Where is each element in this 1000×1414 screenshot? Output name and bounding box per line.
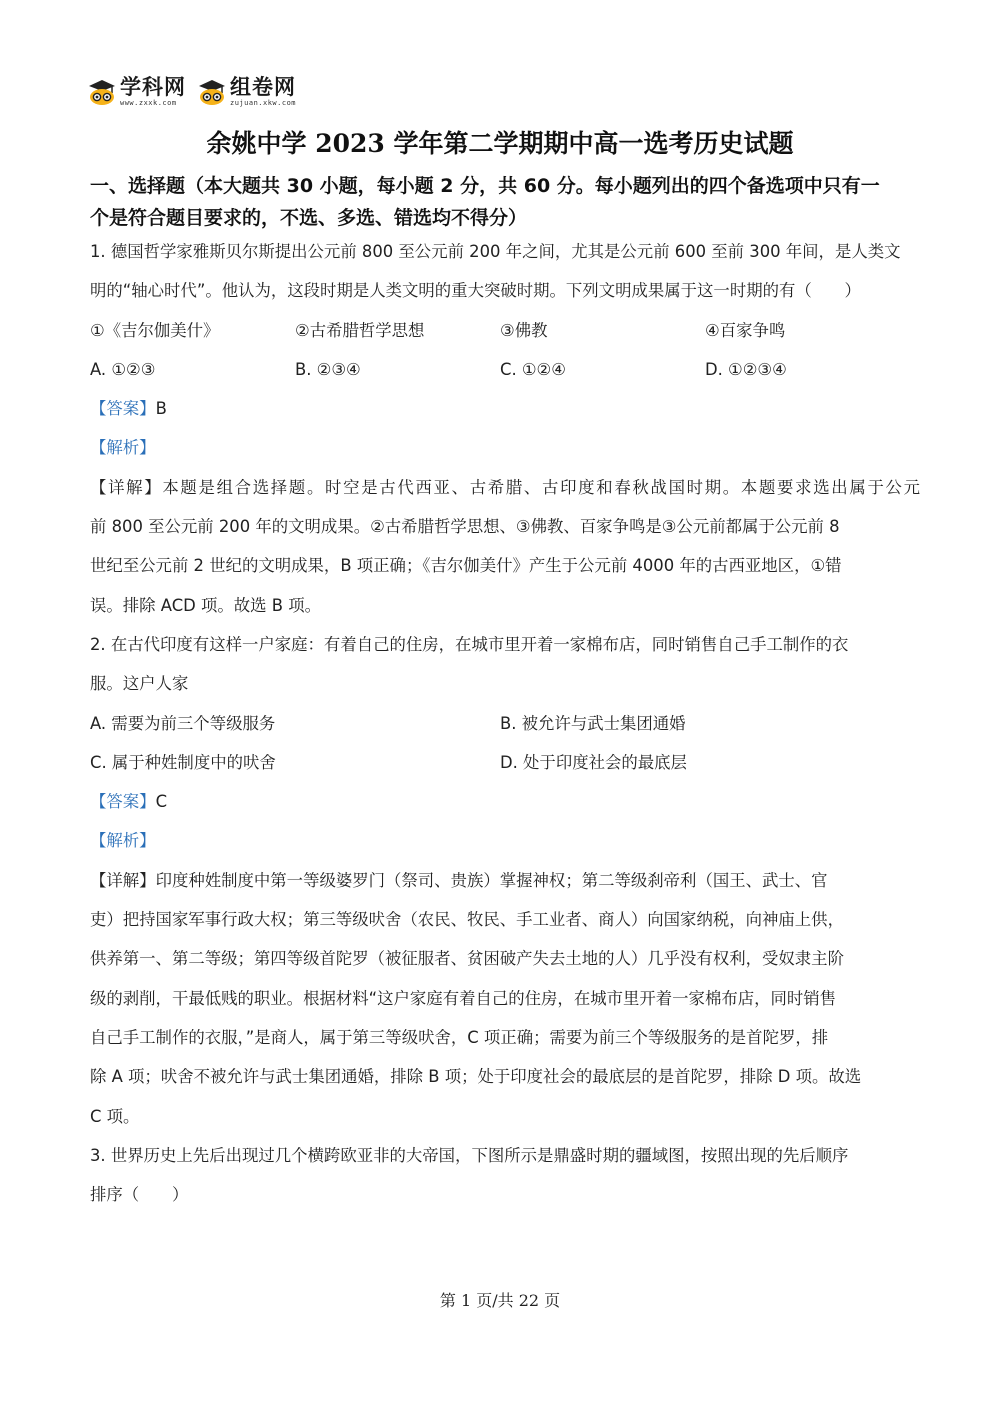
question-2-stem: 服。这户人家: [90, 674, 189, 694]
question-1-options: [90, 350, 920, 389]
detail-line: 级的剥削，干最低贱的职业。根据材料“这户家庭有着自己的住房，在城市里开着一家棉布店，同时销售: [90, 988, 837, 1008]
answer-value: B: [155, 399, 167, 419]
question-2-stem: 2. 在古代印度有这样一户家庭：有着自己的住房，在城市里开着一家棉布店，同时销售自己手工制作的衣: [90, 634, 849, 654]
section-heading: [90, 170, 920, 234]
logo-name: 学科网: [120, 75, 186, 99]
list-item: ②古希腊哲学思想: [295, 320, 425, 340]
analysis-tag: 【解析】: [90, 438, 156, 458]
analysis-tag: 【解析】: [90, 831, 156, 851]
option-c: C. ①②④: [500, 359, 566, 379]
detail-line: 自己手工制作的衣服，”是商人，属于第三等级吠舍，C 项正确；需要为前三个等级服务的是首陀罗，排: [90, 1027, 829, 1047]
section-heading-line: 个是符合题目要求的，不选、多选、错选均不得分）: [90, 207, 528, 229]
detail-line: [90, 468, 920, 507]
detail-line: 前 800 至公元前 200 年的文明成果。②古希腊哲学思想、③佛教、百家争鸣是③公元前都属于公元前 8: [90, 517, 840, 537]
detail-line: [90, 861, 920, 900]
question-2-options: [90, 743, 920, 782]
detail-line: 供养第一、第二等级；第四等级首陀罗（被征服者、贫困破产失去土地的人）几乎没有权利，受奴隶主阶: [90, 949, 844, 969]
option-d: D. ①②③④: [705, 359, 787, 379]
page-number: 第 1 页/共 22 页: [439, 1291, 561, 1310]
detail-line: 吏）把持国家军事行政大权；第三等级吠舍（农民、牧民、手工业者、商人）向国家纳税，向神庙上供，: [90, 910, 844, 930]
question-2-options: [90, 704, 920, 743]
logo-url: www.zxxk.com: [120, 99, 177, 107]
option-c: C. 属于种姓制度中的吠舍: [90, 752, 276, 772]
xuekewang-logo: [88, 77, 186, 107]
answer-tag: 【答案】: [90, 399, 156, 419]
logo-name: 组卷网: [230, 75, 296, 99]
header-logos: [88, 72, 296, 112]
question-1-items: [90, 311, 920, 350]
question-3-stem: 排序（ ）: [90, 1185, 189, 1205]
answer-tag: 【答案】: [90, 792, 156, 812]
answer-line: [90, 782, 920, 821]
logo-url: zujuan.xkw.com: [230, 99, 297, 107]
list-item: ①《吉尔伽美什》: [90, 320, 220, 340]
zujuanwang-logo: [198, 77, 296, 107]
question-1-stem: 1. 德国哲学家雅斯贝尔斯提出公元前 800 至公元前 200 年之间，尤其是公元前 600 至前 300 年间，是人类文: [90, 242, 901, 261]
option-a: A. 需要为前三个等级服务: [90, 713, 276, 733]
option-d: D. 处于印度社会的最底层: [500, 752, 687, 772]
option-a: A. ①②③: [90, 359, 156, 379]
page-title: 余姚中学 2023 学年第二学期期中高一选考历史试题: [206, 129, 794, 158]
detail-line: 除 A 项；吠舍不被允许与武士集团通婚，排除 B 项；处于印度社会的最底层的是首陀罗，排除 D 项。故选: [90, 1067, 862, 1087]
detail-text: 本题是组合选择题。时空是古代西亚、古希腊、古印度和春秋战国时期。本题要求选出属于公元: [162, 477, 921, 497]
analysis-line: [90, 821, 920, 860]
detail-line: 误。排除 ACD 项。故选 B 项。: [90, 595, 321, 615]
owl-mascot-icon: [198, 78, 226, 106]
owl-mascot-icon: [88, 78, 116, 106]
detail-tag: 【详解】: [90, 477, 163, 497]
question-1-stem: 明的“轴心时代”。他认为，这段时期是人类文明的重大突破时期。下列文明成果属于这一时期的有（ ）: [90, 281, 861, 301]
option-b: B. 被允许与武士集团通婚: [500, 713, 686, 733]
detail-line: 世纪至公元前 2 世纪的文明成果，B 项正确；《吉尔伽美什》产生于公元前 4000 年的古西亚地区，①错: [90, 556, 842, 576]
list-item: ④百家争鸣: [705, 320, 786, 340]
question-3-stem: 3. 世界历史上先后出现过几个横跨欧亚非的大帝国，下图所示是鼎盛时期的疆域图，按照出现的先后顺序: [90, 1145, 849, 1165]
detail-line: C 项。: [90, 1106, 140, 1126]
answer-value: C: [155, 792, 168, 812]
detail-tag: 【详解】: [90, 870, 156, 890]
question-content: [90, 232, 920, 1214]
analysis-line: [90, 428, 920, 467]
option-b: B. ②③④: [295, 359, 361, 379]
answer-line: [90, 389, 920, 428]
section-heading-line: 一、选择题（本大题共 30 小题，每小题 2 分，共 60 分。每小题列出的四个备选项中只有一: [90, 175, 880, 197]
detail-text: 印度种姓制度中第一等级婆罗门（祭司、贵族）掌握神权；第二等级刹帝利（国王、武士、官: [155, 870, 828, 890]
list-item: ③佛教: [500, 320, 548, 340]
